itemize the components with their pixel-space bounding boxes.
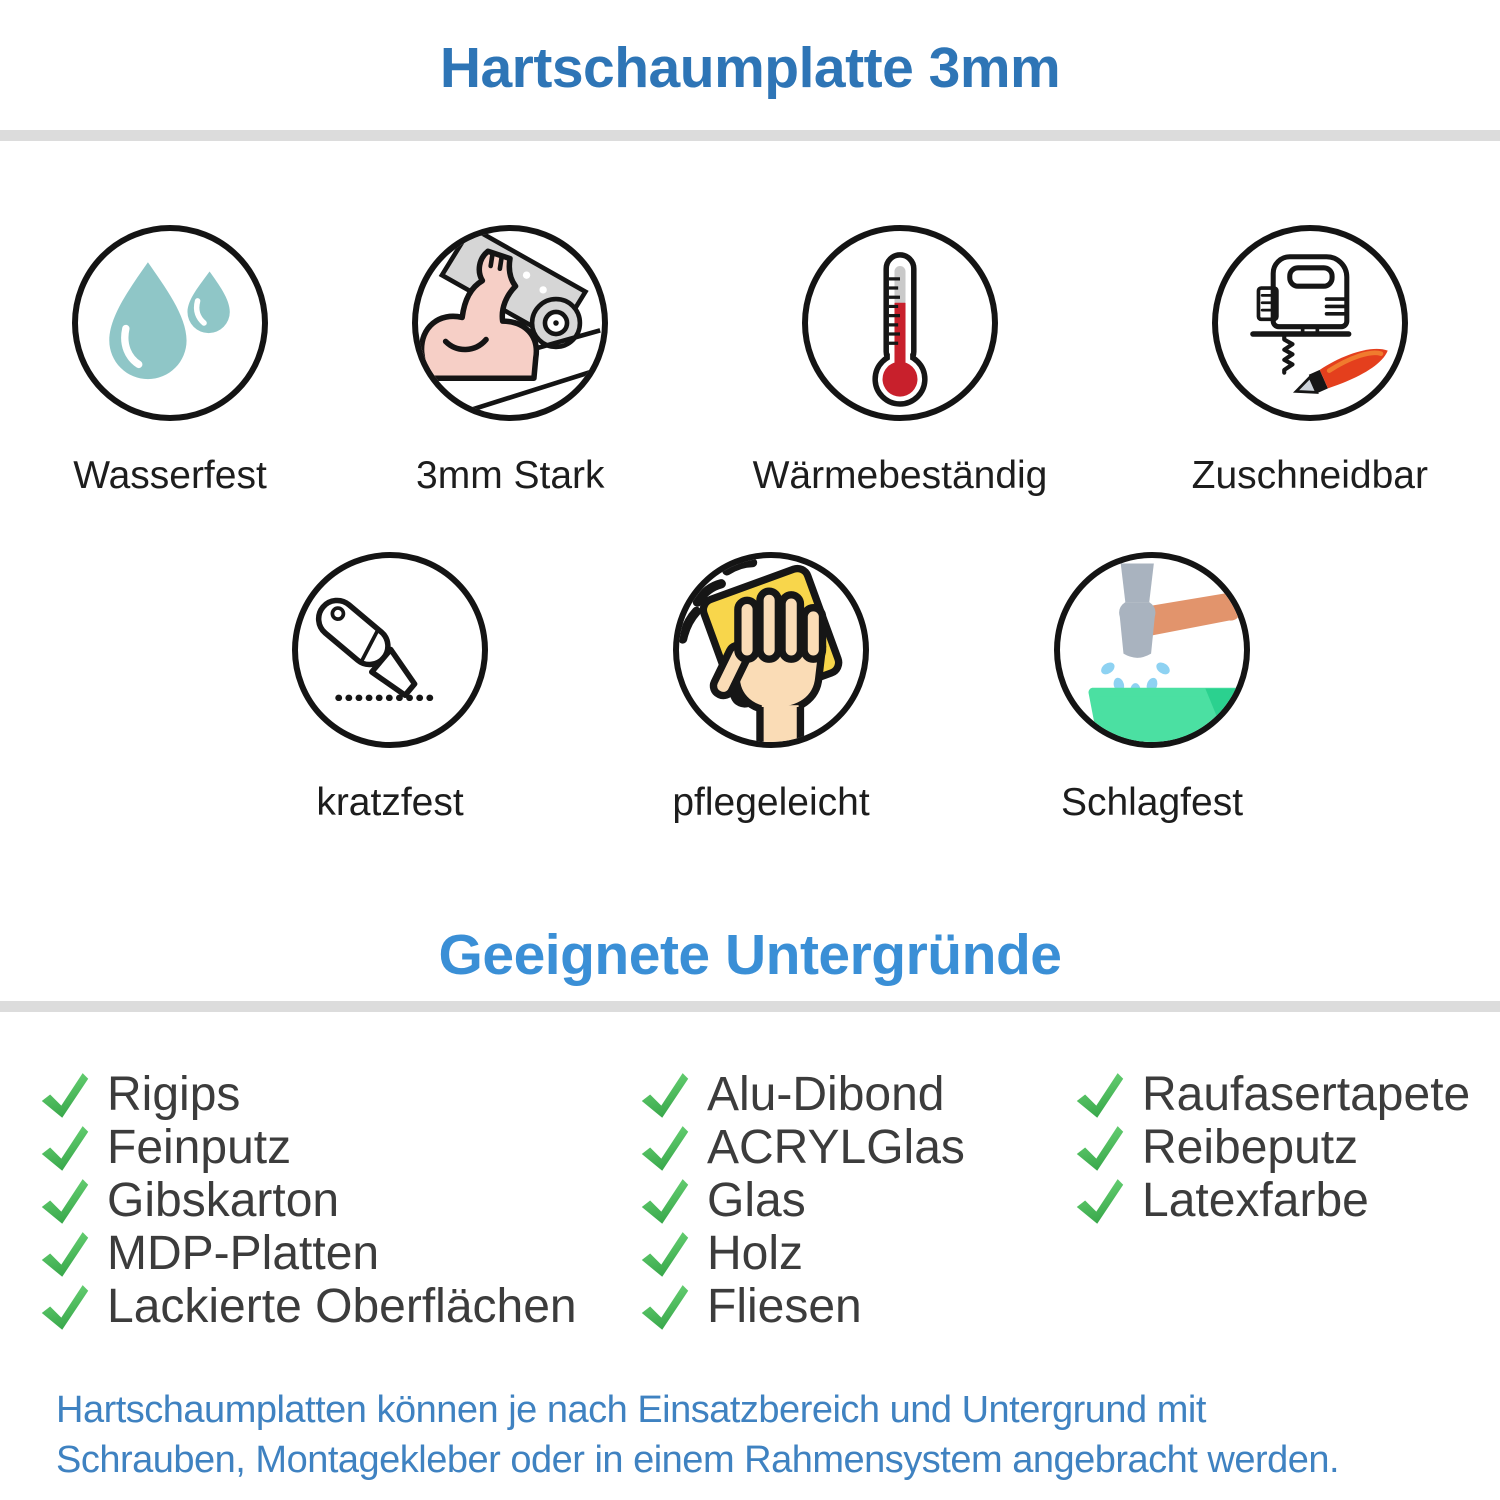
checkmark-icon [639, 1229, 691, 1279]
feature-label: Wärmebeständig [752, 453, 1048, 497]
feature-schlagfest [1054, 552, 1250, 825]
feature-circle [72, 225, 268, 421]
substrates-list [0, 1068, 1500, 1333]
substrate-label: ACRYLGlas [707, 1121, 965, 1175]
substrate-label: Raufasertapete [1142, 1068, 1471, 1122]
feature-label: kratzfest [316, 780, 464, 824]
checkmark-icon [1074, 1070, 1126, 1120]
list-item [39, 1227, 639, 1280]
feature-circle [673, 552, 869, 748]
checkmark-icon [639, 1176, 691, 1226]
substrate-label: Alu-Dibond [707, 1068, 945, 1122]
divider [0, 130, 1500, 141]
checkmark-icon [639, 1282, 691, 1332]
list-item [639, 1227, 1074, 1280]
substrates-column-1 [39, 1068, 639, 1333]
feature-label: 3mm Stark [416, 453, 605, 497]
feature-label: pflegeleicht [672, 780, 870, 824]
feature-circle [292, 552, 488, 748]
feature-circle [802, 225, 998, 421]
feature-label: Zuschneidbar [1191, 453, 1428, 497]
list-item [639, 1280, 1074, 1333]
feature-circle [1212, 225, 1408, 421]
checkmark-icon [1074, 1176, 1126, 1226]
feature-kratzfest [292, 552, 488, 825]
feature-circle [412, 225, 608, 421]
hammer-impact-icon [1060, 558, 1244, 742]
list-item [1074, 1068, 1500, 1121]
checkmark-icon [39, 1229, 91, 1279]
checkmark-icon [39, 1070, 91, 1120]
checkmark-icon [39, 1176, 91, 1226]
divider [0, 1001, 1500, 1012]
substrates-column-3 [1074, 1068, 1500, 1333]
features-row-1 [0, 225, 1500, 498]
mounting-note-line: Hartschaumplatten können je nach Einsatzbereich und Untergrund mit [56, 1389, 1206, 1432]
water-drops-icon [78, 231, 262, 415]
feature-zuschneidbar [1192, 225, 1428, 498]
substrate-label: Gibskarton [107, 1174, 340, 1228]
wiping-hand-icon [679, 558, 863, 742]
feature-label: Wasserfest [73, 453, 267, 497]
utility-knife-icon [298, 558, 482, 742]
list-item [639, 1068, 1074, 1121]
feature-waermebestaendig [753, 225, 1048, 498]
substrate-label: MDP-Platten [107, 1227, 380, 1281]
list-item [639, 1174, 1074, 1227]
list-item [1074, 1174, 1500, 1227]
substrate-label: Fliesen [707, 1280, 862, 1334]
list-item [39, 1174, 639, 1227]
substrate-label: Rigips [107, 1068, 241, 1122]
list-item [39, 1068, 639, 1121]
list-item [1074, 1121, 1500, 1174]
features-row-2 [292, 552, 1250, 825]
checkmark-icon [639, 1070, 691, 1120]
substrate-label: Lackierte Oberflächen [107, 1280, 577, 1334]
page-title: Hartschaumplatte 3mm [439, 36, 1061, 100]
checkmark-icon [39, 1282, 91, 1332]
mounting-note-line: Schrauben, Montagekleber oder in einem Rahmensystem angebracht werden. [56, 1439, 1340, 1482]
checkmark-icon [1074, 1123, 1126, 1173]
checkmark-icon [639, 1123, 691, 1173]
substrate-label: Glas [707, 1174, 806, 1228]
mounting-note [0, 1385, 1500, 1485]
jigsaw-and-knife-icon [1218, 231, 1402, 415]
list-item [39, 1280, 639, 1333]
checkmark-icon [39, 1123, 91, 1173]
flexed-arm-panel-icon [418, 231, 602, 415]
substrates-column-2 [639, 1068, 1074, 1333]
substrate-label: Holz [707, 1227, 804, 1281]
feature-3mm-stark [412, 225, 608, 498]
substrates-section-title: Geeignete Untergründe [438, 922, 1062, 987]
feature-label: Schlagfest [1060, 780, 1244, 824]
feature-wasserfest [72, 225, 268, 498]
feature-circle [1054, 552, 1250, 748]
list-item [639, 1121, 1074, 1174]
substrate-label: Reibeputz [1142, 1121, 1359, 1175]
feature-pflegeleicht [672, 552, 869, 825]
substrate-label: Latexfarbe [1142, 1174, 1369, 1228]
thermometer-icon [808, 231, 992, 415]
list-item [39, 1121, 639, 1174]
substrate-label: Feinputz [107, 1121, 292, 1175]
